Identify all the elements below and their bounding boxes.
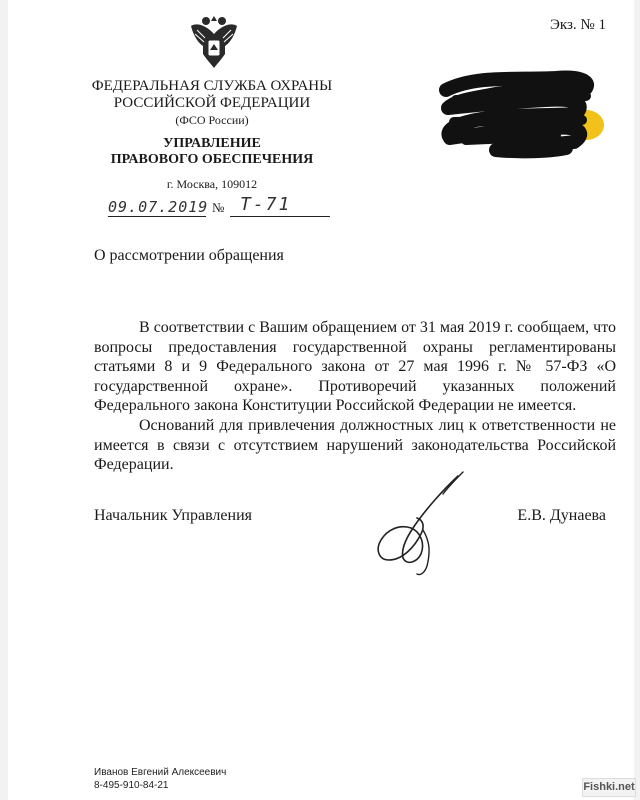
letter-subject: О рассмотрении обращения — [94, 247, 284, 264]
date-underline — [108, 216, 206, 217]
number-sign: № — [212, 200, 225, 215]
executor-phone: 8-495-910-84-21 — [94, 780, 169, 791]
signatory-position: Начальник Управления — [94, 507, 252, 524]
copy-number: Экз. № 1 — [550, 17, 606, 33]
org-abbreviation: (ФСО России) — [175, 113, 249, 127]
handwritten-signature — [363, 470, 473, 580]
body-paragraph-2: Оснований для привлечения должностных лиц к ответственности не имеется в связи с отсутствием нарушений законодательства Российской Федерации. — [94, 416, 616, 474]
executor-name: Иванов Евгений Алексеевич — [94, 767, 227, 778]
redaction-scribble — [436, 70, 608, 160]
organization-header — [82, 78, 342, 129]
letter-date: 09.07.2019 — [108, 198, 209, 216]
watermark-logo: Fishki.net — [582, 778, 636, 797]
department-line2: ПРАВОВОГО ОБЕСПЕЧЕНИЯ — [110, 152, 314, 167]
body-paragraph-1: В соответствии с Вашим обращением от 31 мая 2019 г. сообщаем, что вопросы предоставления государственной охраны регламентированы статьями 8 и 9 Федерального закона от 27 мая 1996 г. № 57-ФЗ «О государственной охране». Противоречий указанных положений Федерального закона Конституции Российской Федерации не имеется. — [94, 319, 616, 415]
city-address: г. Москва, 109012 — [166, 177, 258, 191]
executor-info — [94, 766, 226, 792]
signatory-name: Е.В. Дунаева — [517, 507, 606, 524]
number-underline — [230, 216, 330, 217]
letter-page — [8, 0, 634, 800]
double-headed-eagle-emblem-icon — [187, 12, 241, 72]
org-name-line1: ФЕДЕРАЛЬНАЯ СЛУЖБА ОХРАНЫ — [91, 78, 333, 94]
org-name-line2: РОССИЙСКОЙ ФЕДЕРАЦИИ — [113, 95, 311, 111]
letter-body — [94, 318, 616, 475]
letter-number: Т-71 — [240, 194, 292, 215]
department-line1: УПРАВЛЕНИЕ — [163, 136, 261, 151]
department-header — [82, 136, 342, 168]
